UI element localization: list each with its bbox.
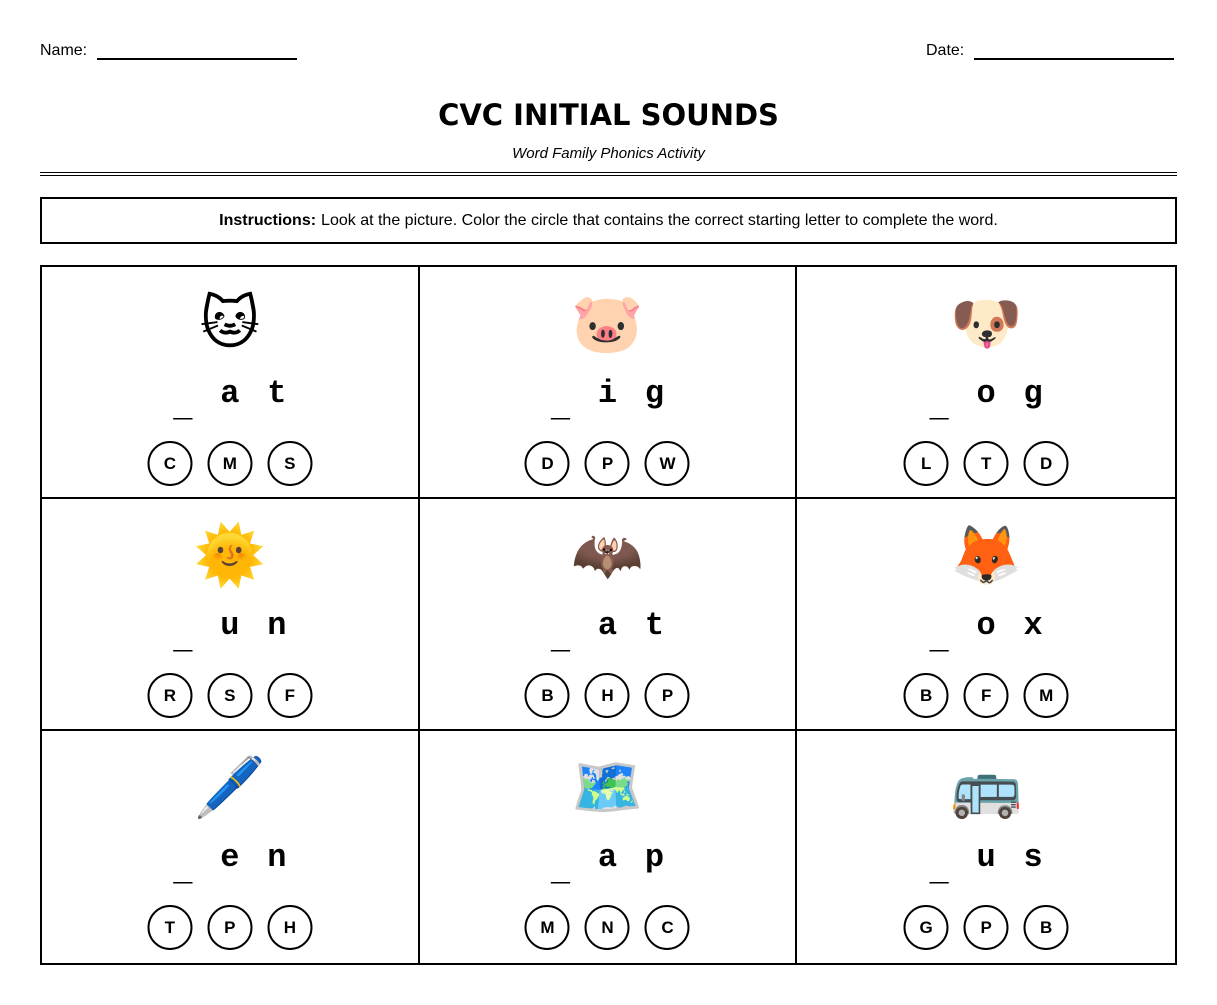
word-letter: g [1023,375,1043,412]
letter-choice-circle[interactable]: B [525,673,570,718]
letter-choice-circle[interactable]: F [267,673,312,718]
dog-icon: 🐶 [950,291,1023,356]
letter-choice-circle[interactable]: W [645,441,690,486]
word-card [797,499,1175,731]
instructions-text: Look at the picture. Color the circle that contains the correct starting letter to complete the word. [321,211,998,229]
letter-choice-circle[interactable]: S [267,441,312,486]
letter-choice-circle[interactable]: T [964,441,1009,486]
letter-choice-circle[interactable]: M [1024,673,1069,718]
pig-icon: 🐷 [571,291,644,356]
bus-icon: 🚌 [950,755,1023,820]
word-blank: _ [550,853,571,890]
letter-choices [525,905,690,950]
name-line[interactable] [97,44,297,60]
letter-choices [525,441,690,486]
letter-choice-circle[interactable]: P [207,905,252,950]
cvc-word [159,375,300,426]
letter-choice-circle[interactable]: T [147,905,192,950]
word-letter: p [644,839,665,876]
letter-choices [525,673,690,718]
map-icon: 🗺️ [571,755,644,820]
name-label: Name: [40,42,88,59]
letter-choice-circle[interactable]: M [525,905,570,950]
name-field[interactable] [40,42,297,60]
letter-choice-circle[interactable]: H [267,905,312,950]
cvc-word [916,839,1057,890]
instructions-box [40,197,1177,244]
letter-choice-circle[interactable]: B [1024,905,1069,950]
word-card [797,731,1175,963]
letter-choice-circle[interactable]: D [1024,441,1069,486]
word-letter: e [220,839,240,876]
word-letter: s [1023,839,1043,876]
letter-choice-circle[interactable]: F [964,673,1009,718]
cvc-word [537,375,678,426]
sun-icon: 🌞 [193,523,266,588]
letter-choice-circle[interactable]: P [645,673,690,718]
bat-icon: 🦇 [571,523,644,588]
letter-choice-circle[interactable]: C [645,905,690,950]
word-letter: u [976,839,996,876]
word-blank: _ [929,853,949,890]
word-blank: _ [929,389,949,426]
word-letter: t [644,607,665,644]
word-card [42,267,420,499]
word-letter: a [597,839,618,876]
letter-choice-circle[interactable]: B [904,673,949,718]
cvc-word [916,607,1057,658]
letter-choices [147,441,312,486]
letter-choice-circle[interactable]: M [207,441,252,486]
word-letter: o [976,607,996,644]
word-blank: _ [550,621,571,658]
letter-choices [147,905,312,950]
word-letter: t [267,375,287,412]
word-blank: _ [929,621,949,658]
letter-choice-circle[interactable]: G [904,905,949,950]
word-letter: a [220,375,240,412]
word-blank: _ [173,389,193,426]
letter-choice-circle[interactable]: D [525,441,570,486]
date-field[interactable] [926,42,1174,60]
word-letter: g [644,375,665,412]
word-letter: x [1023,607,1043,644]
letter-choice-circle[interactable]: H [585,673,630,718]
letter-choice-circle[interactable]: L [904,441,949,486]
double-divider [40,172,1177,176]
letter-choices [904,905,1069,950]
letter-choice-circle[interactable]: P [585,441,630,486]
word-letter: n [267,607,287,644]
word-blank: _ [550,389,571,426]
letter-choice-circle[interactable]: R [147,673,192,718]
page-subtitle: Word Family Phonics Activity [512,145,705,162]
word-card [420,731,798,963]
letter-choice-circle[interactable]: P [964,905,1009,950]
cvc-word [159,839,300,890]
word-card [420,499,798,731]
cvc-word [537,607,678,658]
word-card [420,267,798,499]
date-label: Date: [926,42,965,59]
page-title: CVC INITIAL SOUNDS [438,98,779,132]
word-card [797,267,1175,499]
word-blank: _ [173,621,193,658]
instructions-label: Instructions: [219,211,317,229]
letter-choices [904,441,1069,486]
letter-choices [904,673,1069,718]
word-letter: n [267,839,287,876]
worksheet-grid [40,265,1177,965]
word-letter: o [976,375,996,412]
date-line[interactable] [974,44,1174,60]
letter-choice-circle[interactable]: C [147,441,192,486]
cat-icon: 🐱 [199,291,261,356]
word-card [42,499,420,731]
pen-icon: 🖊️ [193,755,266,820]
cvc-word [916,375,1057,426]
word-blank: _ [173,853,193,890]
cvc-word [159,607,300,658]
word-letter: i [597,375,618,412]
letter-choice-circle[interactable]: N [585,905,630,950]
cvc-word [537,839,678,890]
letter-choices [147,673,312,718]
word-letter: a [597,607,618,644]
fox-icon: 🦊 [950,523,1023,588]
word-letter: u [220,607,240,644]
word-card [42,731,420,963]
letter-choice-circle[interactable]: S [207,673,252,718]
